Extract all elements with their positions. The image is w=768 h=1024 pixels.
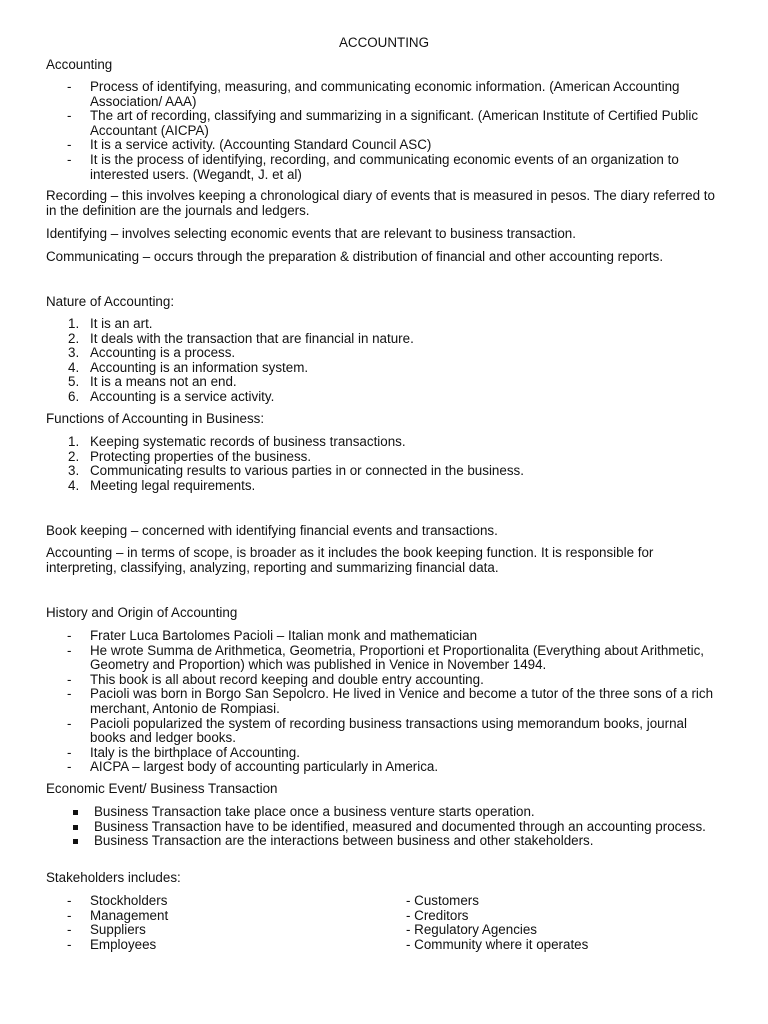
list-item: - AICPA – largest body of accounting particularly in America. bbox=[67, 759, 439, 775]
accounting-scope-paragraph: Accounting – in terms of scope, is broader as it includes the book keeping function. It is responsible for interpreting, classifying, analyzing, reporting and summarizing financial data. bbox=[46, 545, 654, 575]
list-item: - The art of recording, classifying and summarizing in a significant. (American Institute of Certified Public Accountant (AICPA) bbox=[67, 108, 699, 138]
stakeholders-heading: Stakeholders includes: bbox=[46, 870, 181, 885]
nature-heading: Nature of Accounting: bbox=[46, 294, 175, 309]
list-item: 3. Accounting is a process. bbox=[68, 345, 236, 361]
square-bullet-icon bbox=[73, 825, 78, 830]
identifying-paragraph: Identifying – involves selecting economic events that are relevant to business transaction. bbox=[46, 226, 576, 241]
list-item: - It is a service activity. (Accounting Standard Council ASC) bbox=[67, 137, 432, 153]
nature-list bbox=[46, 317, 722, 405]
accounting-heading: Accounting bbox=[46, 57, 113, 72]
list-item: 4. Meeting legal requirements. bbox=[68, 477, 256, 493]
economic-event-heading: Economic Event/ Business Transaction bbox=[46, 781, 278, 796]
list-item: - This book is all about record keeping and double entry accounting. bbox=[67, 671, 484, 687]
stakeholders-right-list bbox=[406, 894, 706, 952]
list-item: Business Transaction are the interactions between business and other stakeholders. bbox=[46, 834, 722, 849]
stakeholders-left-list bbox=[46, 894, 386, 952]
functions-list bbox=[46, 435, 722, 493]
list-item: - Community where it operates bbox=[406, 936, 589, 952]
list-item: - Employees bbox=[67, 936, 157, 952]
list-item: 4. Accounting is an information system. bbox=[68, 359, 309, 375]
list-item: 1. It is an art. bbox=[68, 316, 153, 331]
list-item: - Regulatory Agencies bbox=[406, 922, 538, 938]
list-item: 5. It is a means not an end. bbox=[68, 374, 237, 390]
recording-paragraph: Recording – this involves keeping a chronological diary of events that is measured in pesos. The diary referred to in the definition are the journals and ledgers. bbox=[46, 188, 715, 218]
list-item: 6. Accounting is a service activity. bbox=[68, 388, 275, 404]
history-list bbox=[46, 629, 722, 775]
square-bullet-icon bbox=[73, 839, 78, 844]
document-title: ACCOUNTING bbox=[338, 35, 429, 50]
list-item: - Frater Luca Bartolomes Pacioli – Italian monk and mathematician bbox=[67, 628, 478, 643]
list-item: - Creditors bbox=[406, 907, 469, 923]
economic-event-list bbox=[46, 805, 722, 849]
list-item: Business Transaction take place once a business venture starts operation. bbox=[46, 805, 722, 820]
square-bullet-icon bbox=[73, 810, 78, 815]
accounting-definitions-list bbox=[46, 80, 722, 182]
list-item: - It is the process of identifying, recording, and communicating economic events of an organization to interested users. (Wegandt, J. et al) bbox=[67, 151, 679, 182]
list-item: 1. Keeping systematic records of business transactions. bbox=[68, 434, 406, 449]
list-item: - Customers bbox=[406, 893, 479, 908]
bookkeeping-paragraph: Book keeping – concerned with identifying financial events and transactions. bbox=[46, 523, 498, 538]
list-item: - Stockholders bbox=[67, 893, 168, 908]
list-item: - Suppliers bbox=[67, 922, 146, 938]
list-item: 3. Communicating results to various parties in or connected in the business. bbox=[68, 463, 524, 479]
list-item: - Management bbox=[67, 907, 169, 923]
history-heading: History and Origin of Accounting bbox=[46, 605, 238, 620]
list-item: Business Transaction have to be identified, measured and documented through an accounting process. bbox=[46, 820, 722, 835]
list-item: 2. Protecting properties of the business. bbox=[68, 448, 312, 464]
list-item: - Process of identifying, measuring, and communicating economic information. (American Accounting Association/ AAA) bbox=[67, 79, 680, 109]
list-item: - Pacioli was born in Borgo San Sepolcro. He lived in Venice and become a tutor of the three sons of a rich merchant, Antonio de Rompiasi. bbox=[67, 686, 714, 716]
list-item: - Italy is the birthplace of Accounting. bbox=[67, 744, 300, 760]
list-item: - Pacioli popularized the system of recording business transactions using memorandum books, journal books and ledger books. bbox=[67, 715, 687, 746]
functions-heading: Functions of Accounting in Business: bbox=[46, 411, 265, 426]
list-item: 2. It deals with the transaction that are financial in nature. bbox=[68, 330, 414, 346]
list-item: - He wrote Summa de Arithmetica, Geometria, Proportioni et Proportionalita (Everything about Arithmetic, Geometry and Proportion) which was published in Venice in November 1494. bbox=[67, 642, 705, 673]
communicating-paragraph: Communicating – occurs through the preparation & distribution of financial and other accounting reports. bbox=[46, 249, 664, 264]
